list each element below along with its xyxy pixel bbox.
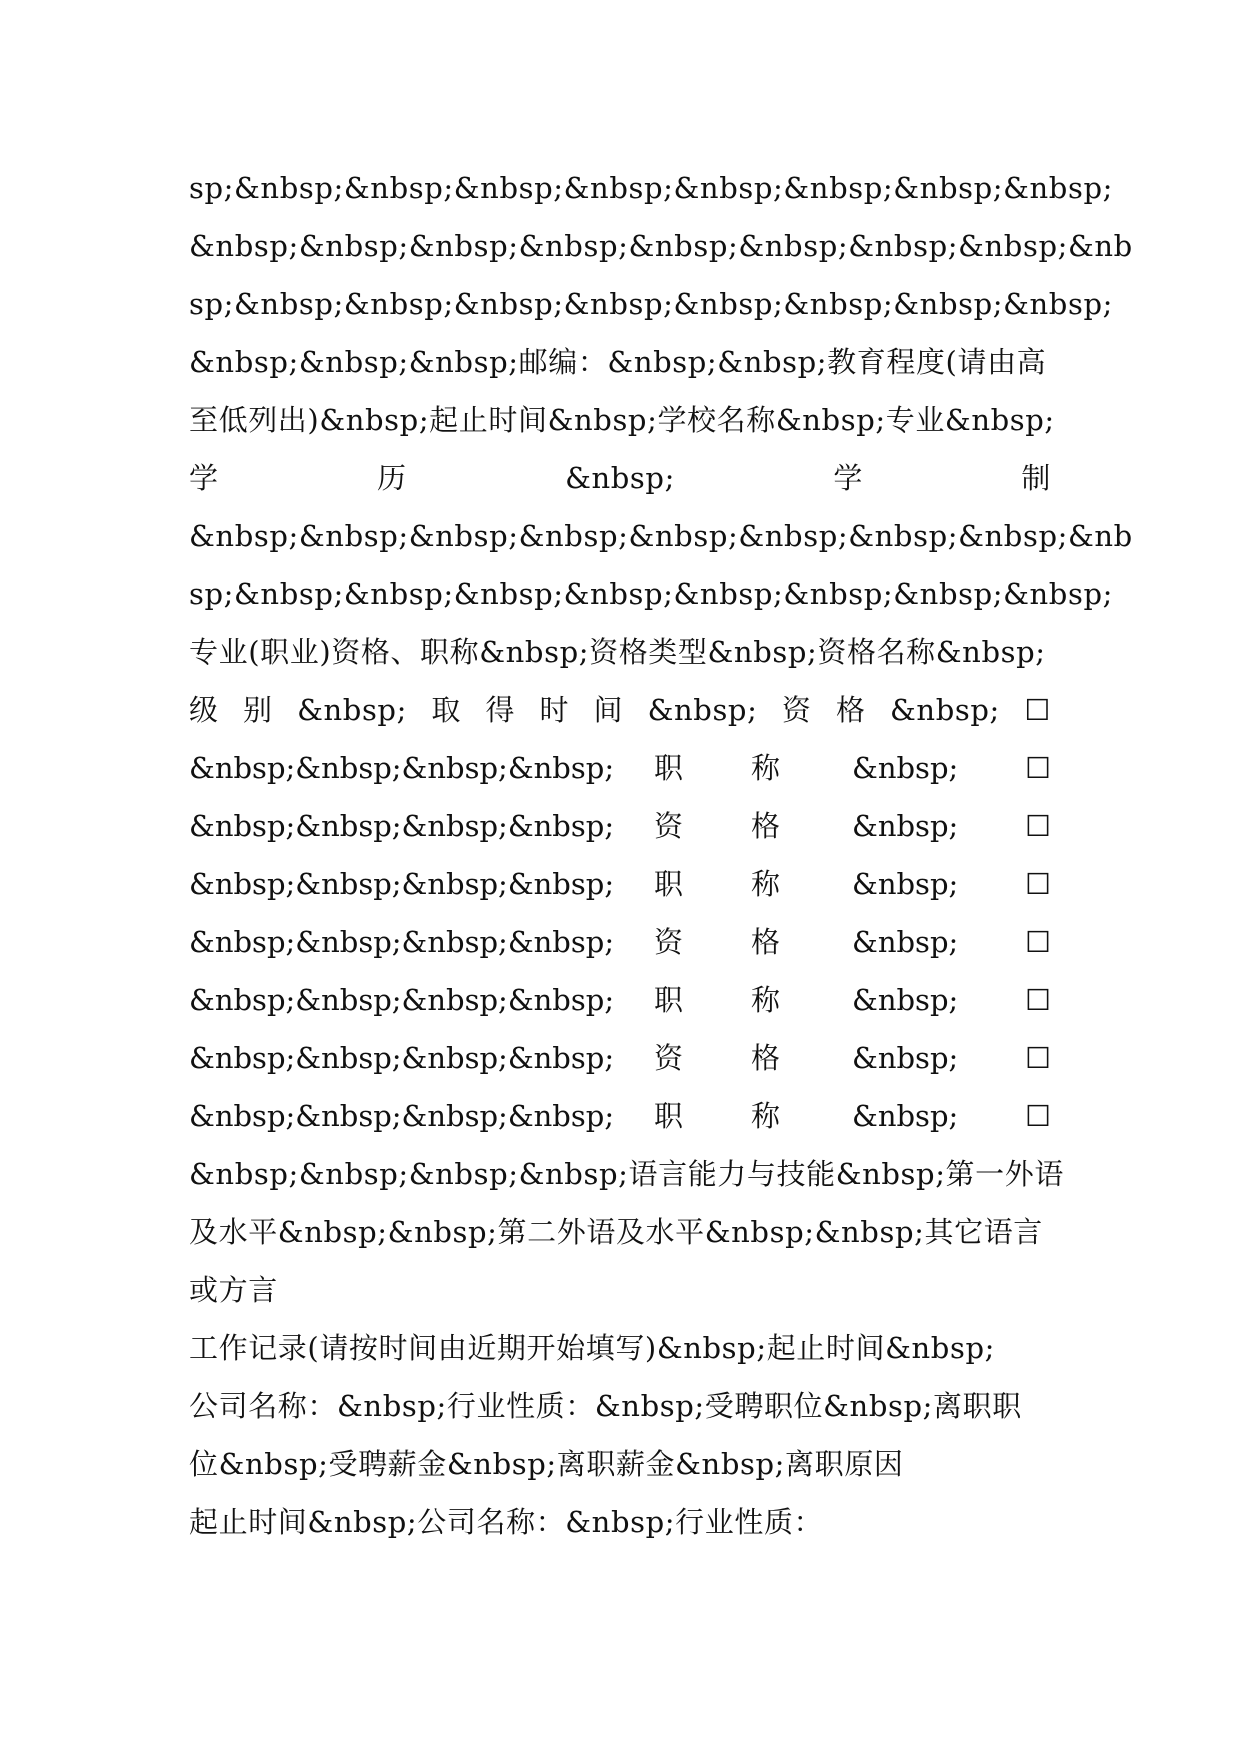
row-type-char: 格 (751, 1041, 781, 1075)
checkbox-glyph: ☐ (1025, 1099, 1051, 1133)
checkbox-glyph: ☐ (1025, 925, 1051, 959)
row-type-char: 称 (751, 1099, 781, 1133)
row-lead: &nbsp;&nbsp;&nbsp;&nbsp; (189, 925, 615, 959)
qualification-row (189, 914, 1051, 970)
column-label: 时 (539, 693, 570, 727)
row-type-char: 称 (751, 751, 781, 785)
row-spacer: &nbsp; (852, 809, 959, 843)
checkbox-glyph: ☐ (1025, 809, 1051, 843)
column-label: 得 (485, 693, 516, 727)
text-line-1: sp;&nbsp;&nbsp;&nbsp;&nbsp;&nbsp;&nbsp;&nbsp;&nbsp; (189, 171, 1113, 205)
row-type-char: 资 (654, 809, 684, 843)
column-label: 资 (781, 693, 812, 727)
text-line-4: &nbsp;&nbsp;&nbsp;邮编：&nbsp;&nbsp;教育程度(请由高 (189, 345, 1047, 379)
column-label: &nbsp; (565, 461, 675, 495)
text-line-2: &nbsp;&nbsp;&nbsp;&nbsp;&nbsp;&nbsp;&nbsp;&nbsp;&nb (189, 229, 1133, 263)
row-spacer: &nbsp; (852, 867, 959, 901)
row-lead: &nbsp;&nbsp;&nbsp;&nbsp; (189, 867, 615, 901)
text-line-24: 位&nbsp;受聘薪金&nbsp;离职薪金&nbsp;离职原因 (189, 1447, 904, 1481)
row-type-char: 职 (654, 1099, 684, 1133)
row-type-char: 称 (751, 867, 781, 901)
text-line-9: 专业(职业)资格、职称&nbsp;资格类型&nbsp;资格名称&nbsp; (189, 635, 1046, 669)
row-type-char: 职 (654, 983, 684, 1017)
column-label: 级 (189, 693, 219, 727)
row-spacer: &nbsp; (852, 983, 959, 1017)
text-line-19: &nbsp;&nbsp;&nbsp;&nbsp;语言能力与技能&nbsp;第一外语 (189, 1157, 1064, 1191)
row-type-char: 职 (654, 867, 684, 901)
checkbox-glyph: ☐ (1025, 983, 1051, 1017)
text-line-education-columns (189, 450, 1051, 506)
text-line-7: &nbsp;&nbsp;&nbsp;&nbsp;&nbsp;&nbsp;&nbsp;&nbsp;&nb (189, 519, 1133, 553)
text-line-8: sp;&nbsp;&nbsp;&nbsp;&nbsp;&nbsp;&nbsp;&nbsp;&nbsp; (189, 577, 1113, 611)
checkbox-glyph: ☐ (1025, 1041, 1051, 1075)
column-label: 学 (833, 461, 863, 495)
column-label: 间 (593, 693, 624, 727)
text-line-25: 起止时间&nbsp;公司名称：&nbsp;行业性质： (189, 1505, 824, 1539)
row-spacer: &nbsp; (852, 1041, 959, 1075)
qualification-row (189, 798, 1051, 854)
text-line-20: 及水平&nbsp;&nbsp;第二外语及水平&nbsp;&nbsp;其它语言 (189, 1215, 1043, 1249)
row-lead: &nbsp;&nbsp;&nbsp;&nbsp; (189, 1099, 615, 1133)
row-spacer: &nbsp; (852, 751, 959, 785)
qualification-row (189, 856, 1051, 912)
qualification-row (189, 740, 1051, 796)
column-label: 别 (243, 693, 273, 727)
checkbox-glyph: ☐ (1025, 867, 1051, 901)
row-spacer: &nbsp; (852, 1099, 959, 1133)
row-type-char: 资 (654, 1041, 684, 1075)
row-lead: &nbsp;&nbsp;&nbsp;&nbsp; (189, 1041, 615, 1075)
row-lead: &nbsp;&nbsp;&nbsp;&nbsp; (189, 751, 615, 785)
text-line-21: 或方言 (189, 1273, 278, 1307)
row-type-char: 格 (751, 809, 781, 843)
qualification-row (189, 1030, 1051, 1086)
text-line-5: 至低列出)&nbsp;起止时间&nbsp;学校名称&nbsp;专业&nbsp; (189, 403, 1055, 437)
column-label: 学 (189, 461, 219, 495)
text-line-3: sp;&nbsp;&nbsp;&nbsp;&nbsp;&nbsp;&nbsp;&nbsp;&nbsp; (189, 287, 1113, 321)
checkbox-glyph: ☐ (1024, 693, 1051, 727)
row-lead: &nbsp;&nbsp;&nbsp;&nbsp; (189, 809, 615, 843)
text-line-22: 工作记录(请按时间由近期开始填写)&nbsp;起止时间&nbsp; (189, 1331, 995, 1365)
text-line-23: 公司名称：&nbsp;行业性质：&nbsp;受聘职位&nbsp;离职职 (189, 1389, 1022, 1423)
column-label: &nbsp; (890, 693, 1000, 727)
column-label: &nbsp; (647, 693, 758, 727)
text-line-qualification-columns (189, 682, 1051, 738)
column-label: 格 (835, 693, 866, 727)
column-label: 历 (377, 461, 407, 495)
row-type-char: 格 (751, 925, 781, 959)
row-type-char: 资 (654, 925, 684, 959)
qualification-row (189, 1088, 1051, 1144)
qualification-row (189, 972, 1051, 1028)
checkbox-glyph: ☐ (1025, 751, 1051, 785)
row-type-char: 称 (751, 983, 781, 1017)
column-label: &nbsp; (297, 693, 407, 727)
column-label: 制 (1021, 461, 1051, 495)
column-label: 取 (431, 693, 462, 727)
row-lead: &nbsp;&nbsp;&nbsp;&nbsp; (189, 983, 615, 1017)
row-spacer: &nbsp; (852, 925, 959, 959)
row-type-char: 职 (654, 751, 684, 785)
